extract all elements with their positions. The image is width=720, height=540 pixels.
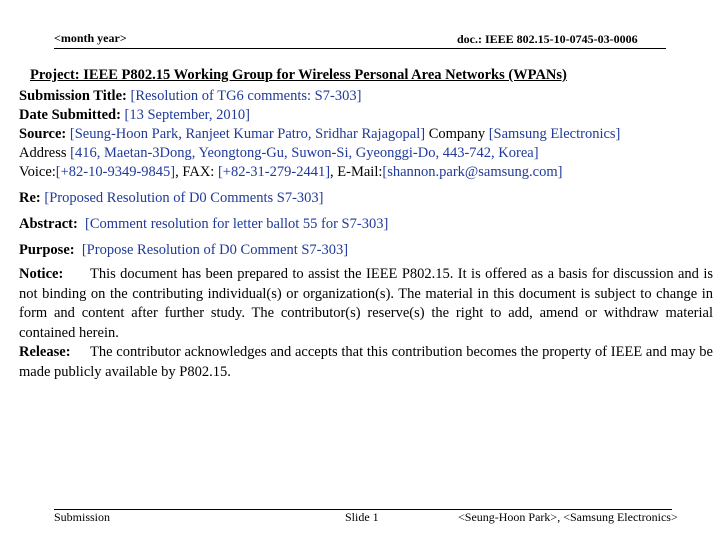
project-title: Project: IEEE P802.15 Working Group for Wireless Personal Area Networks (WPANs) bbox=[30, 67, 567, 83]
source-label: Source: bbox=[19, 126, 67, 142]
source-value: [Seung-Hoon Park, Ranjeet Kumar Patro, Sridhar Rajagopal] bbox=[69, 126, 426, 142]
email-value: [shannon.park@samsung.com] bbox=[382, 164, 563, 180]
purpose-label: Purpose: bbox=[19, 242, 75, 258]
notice-text: This document has been prepared to assist the IEEE P802.15. It is offered as a basis for discussion and is not binding on the contributing individual(s) or organization(s). The material in this document is subject to change in form and content after further study. The contributor(s) reserve(s) the right to add, amend or withdraw material contained herein. bbox=[19, 266, 713, 341]
re-value: [Proposed Resolution of D0 Comments S7-303] bbox=[44, 190, 324, 206]
release-paragraph bbox=[19, 343, 713, 382]
company-value: [Samsung Electronics] bbox=[488, 126, 621, 142]
fax-value: [+82-31-279-2441] bbox=[217, 164, 331, 180]
purpose-value: [Propose Resolution of D0 Comment S7-303] bbox=[81, 242, 349, 258]
re-line bbox=[19, 190, 324, 207]
header-doc-number: doc.: IEEE 802.15-10-0745-03-0006 bbox=[457, 32, 638, 46]
release-label: Release: bbox=[19, 344, 71, 360]
abstract-label: Abstract: bbox=[19, 216, 78, 232]
header-month-year: <month year> bbox=[54, 31, 127, 45]
submission-title-line bbox=[19, 88, 361, 105]
address-value: [416, Maetan-3Dong, Yeongtong-Gu, Suwon-Si, Gyeonggi-Do, 443-742, Korea] bbox=[70, 145, 539, 161]
abstract-line bbox=[19, 216, 388, 233]
release-text: The contributor acknowledges and accepts that this contribution becomes the property of IEEE and may be made publicly available by P802.15. bbox=[19, 344, 713, 380]
voice-value: [+82-10-9349-9845] bbox=[55, 164, 176, 180]
notice-paragraph bbox=[19, 265, 713, 343]
date-submitted-line bbox=[19, 107, 250, 124]
source-line bbox=[19, 126, 620, 143]
submission-title-value: [Resolution of TG6 comments: S7-303] bbox=[130, 88, 362, 104]
date-submitted-label: Date Submitted: bbox=[19, 107, 121, 123]
date-submitted-value: [13 September, 2010] bbox=[124, 107, 250, 123]
header-rule bbox=[54, 48, 666, 49]
re-label: Re: bbox=[19, 190, 41, 206]
fax-label: , FAX: bbox=[175, 164, 215, 180]
footer-slide-number: Slide 1 bbox=[345, 510, 379, 524]
purpose-line bbox=[19, 242, 348, 259]
email-label: , E-Mail: bbox=[330, 164, 383, 180]
company-label: Company bbox=[428, 126, 486, 142]
voice-label: Voice: bbox=[19, 164, 56, 180]
address-line bbox=[19, 145, 539, 162]
address-label: Address bbox=[19, 145, 67, 161]
abstract-value: [Comment resolution for letter ballot 55 for S7-303] bbox=[85, 216, 389, 232]
submission-title-label: Submission Title: bbox=[19, 88, 127, 104]
footer-author: <Seung-Hoon Park>, <Samsung Electronics> bbox=[458, 510, 678, 524]
footer-submission: Submission bbox=[54, 510, 111, 524]
notice-label: Notice: bbox=[19, 266, 64, 282]
contact-line bbox=[19, 164, 562, 181]
